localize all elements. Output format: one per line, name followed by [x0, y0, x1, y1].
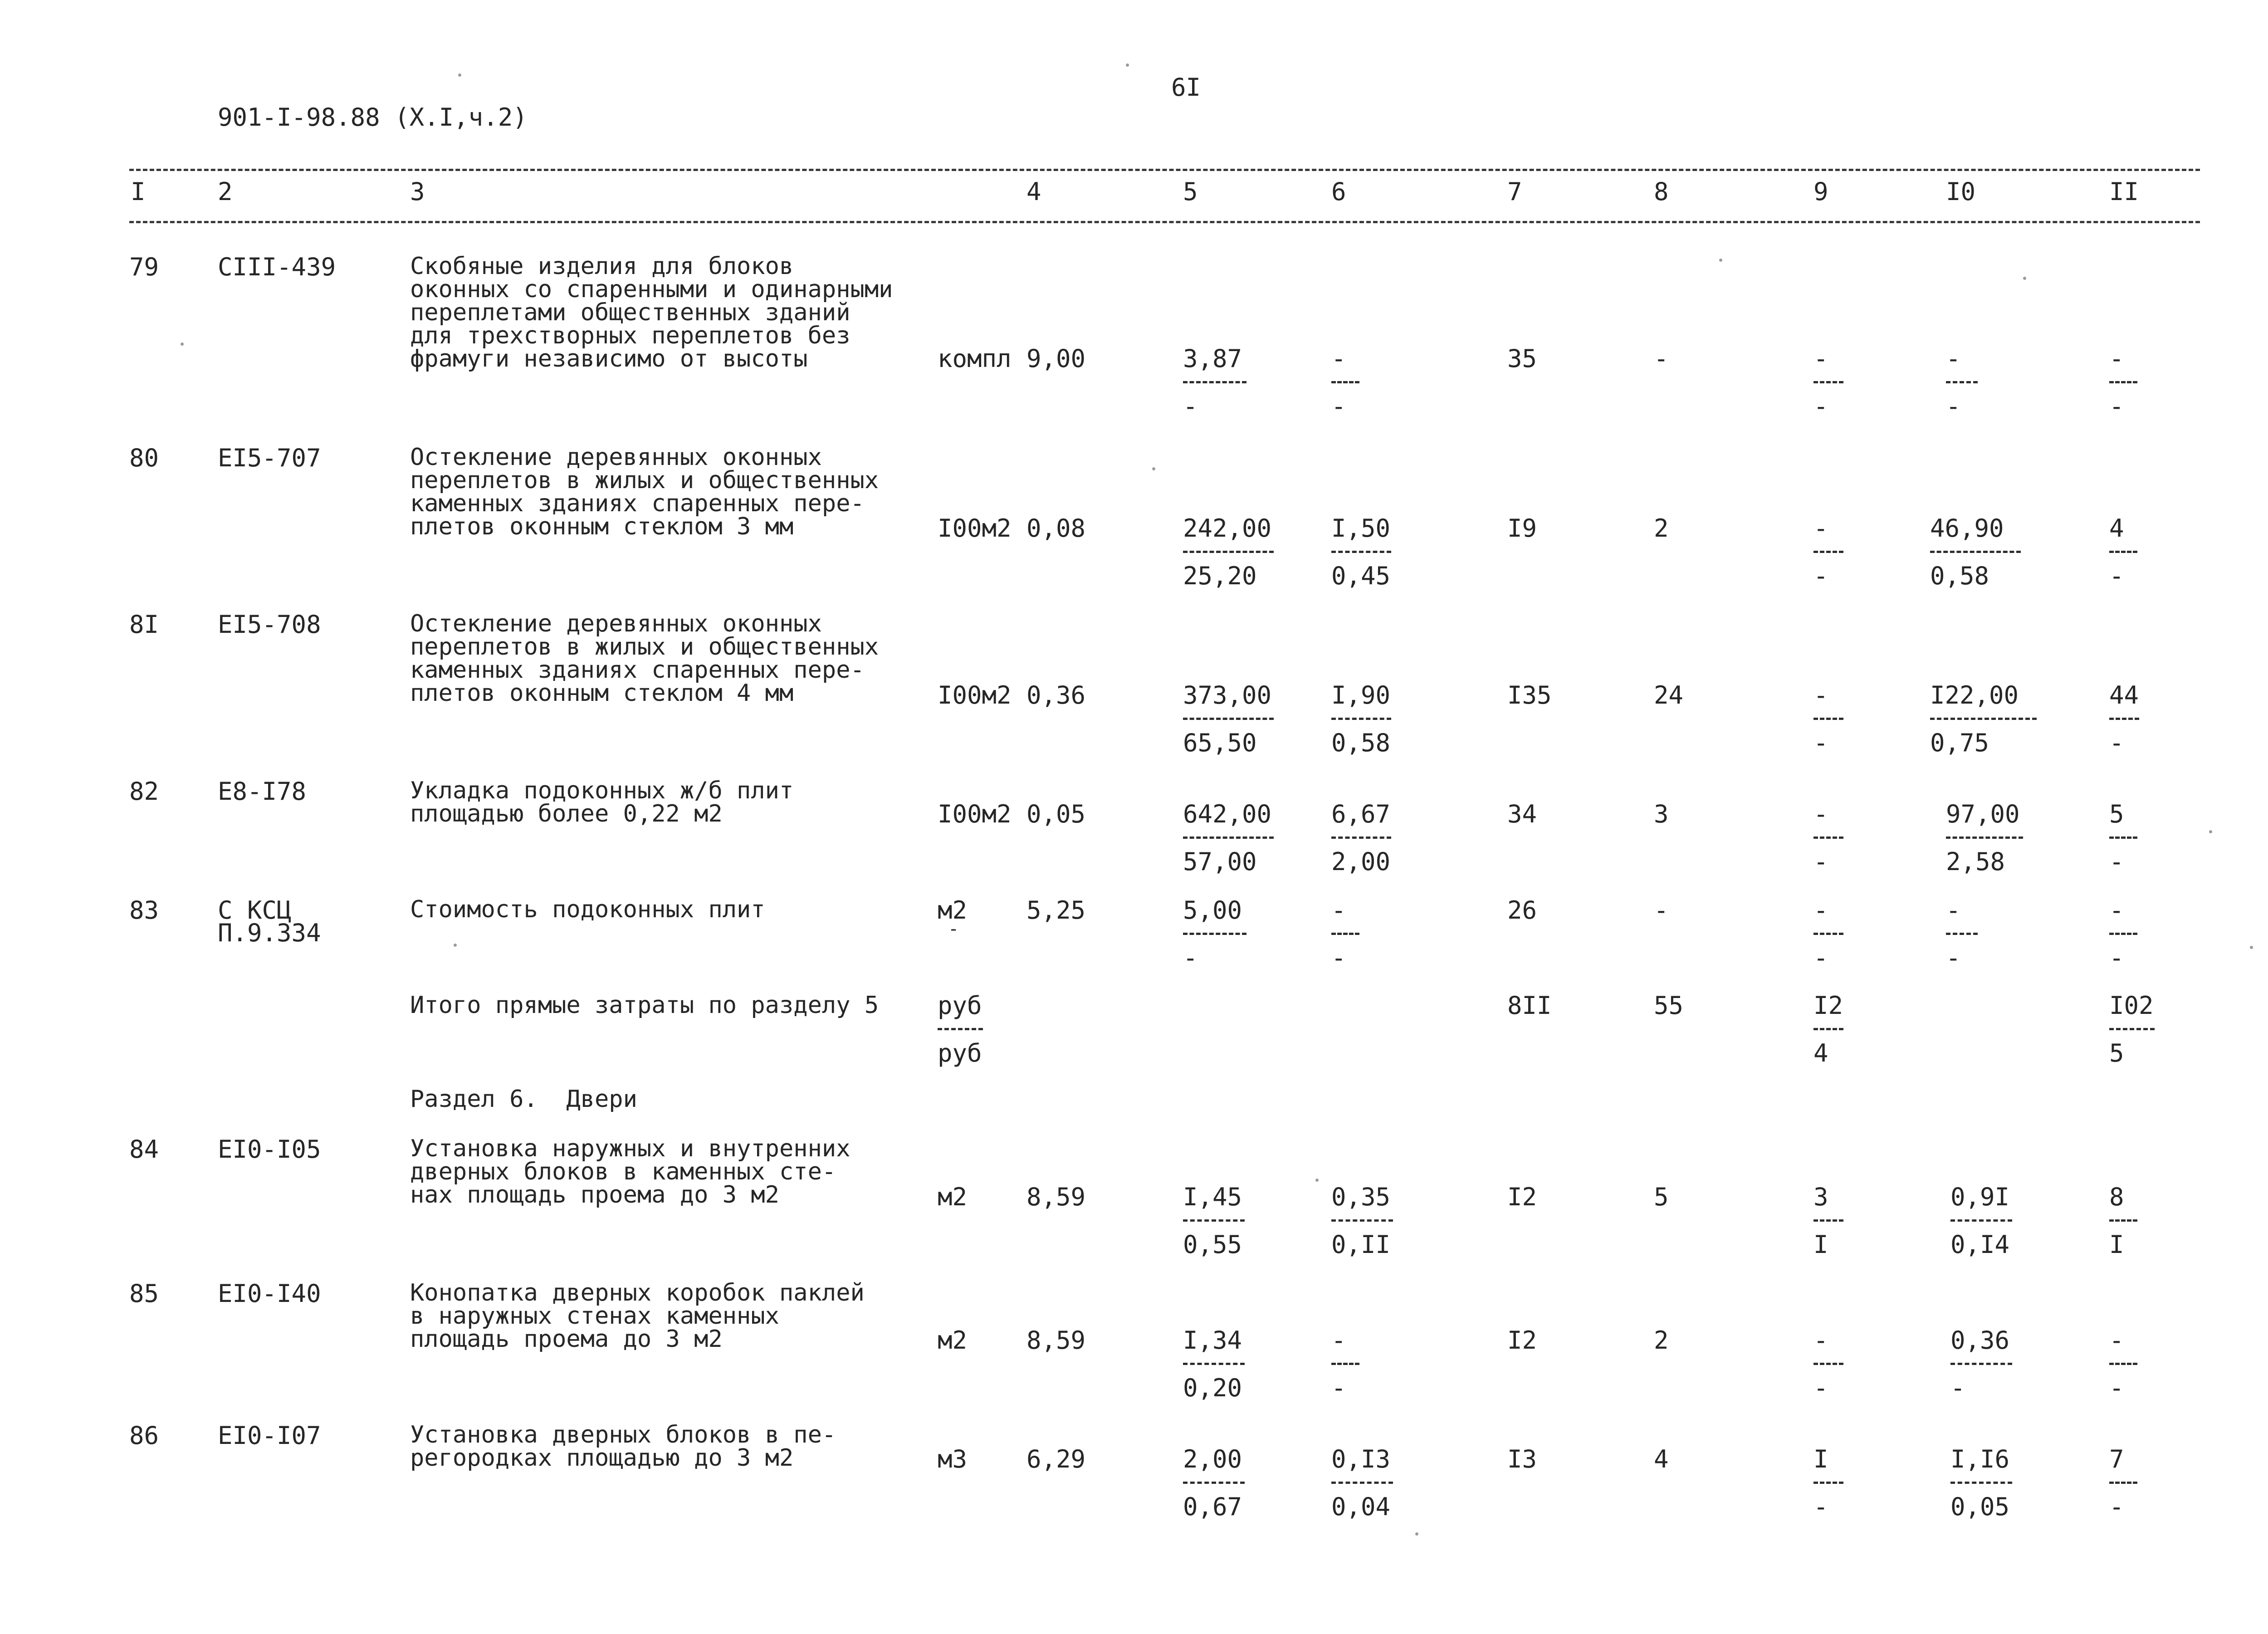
- unit-labor: - -: [1946, 347, 1978, 419]
- total-machine: I -: [1813, 1447, 1843, 1519]
- scan-speck: [454, 944, 457, 947]
- column-header-1: I: [131, 177, 146, 206]
- column-header-4: 4: [1026, 177, 1041, 206]
- scan-speck: [1126, 64, 1129, 67]
- scan-speck: [458, 73, 461, 77]
- price-code: CIII-439: [218, 253, 336, 281]
- unit: I00м2: [938, 800, 1012, 828]
- unit-wage: - -: [1331, 1328, 1359, 1400]
- unit: м3: [938, 1445, 968, 1473]
- row-number: 79: [129, 253, 159, 281]
- total-cost: 26: [1507, 896, 1537, 925]
- unit-labor: 46,90 0,58: [1930, 516, 2021, 588]
- total-wage: 4: [1654, 1445, 1669, 1473]
- quantity: 5,25: [1026, 896, 1086, 925]
- unit-wage: - -: [1331, 347, 1359, 419]
- price-code: E8-I78: [218, 777, 307, 806]
- work-description: Остекление деревянных оконных переплетов в жилых и общественных каменных зданиях спаренных пере- плетов оконным стеклом 3 мм: [410, 444, 879, 540]
- total-machine: - -: [1813, 683, 1843, 755]
- total-labor: - -: [2109, 898, 2137, 970]
- total-labor: 4 -: [2109, 516, 2137, 588]
- total-wage: -: [1654, 896, 1669, 925]
- quantity: 0,05: [1026, 800, 1086, 828]
- unit-cost: 3,87 -: [1183, 347, 1246, 419]
- scan-speck: [1152, 467, 1155, 470]
- unit-wage: - -: [1331, 898, 1359, 970]
- subtotal-unit: руб руб: [938, 993, 983, 1066]
- total-machine: - -: [1813, 1328, 1843, 1400]
- scan-speck: [1315, 1179, 1319, 1182]
- total-machine: - -: [1813, 347, 1843, 419]
- quantity: 8,59: [1026, 1326, 1086, 1355]
- total-cost: 35: [1507, 344, 1537, 373]
- unit-wage: 6,67 2,00: [1331, 800, 1391, 876]
- total-cost: I35: [1507, 681, 1552, 709]
- row-number: 80: [129, 444, 159, 472]
- column-header-10: I0: [1946, 177, 1976, 206]
- total-labor: 44 -: [2109, 681, 2139, 757]
- subtotal-machine: I2 4: [1813, 991, 1843, 1067]
- total-labor: - -: [2109, 347, 2137, 419]
- total-labor: 5 -: [2109, 802, 2137, 874]
- unit: I00м2: [938, 681, 1012, 709]
- scan-speck: [1415, 1532, 1418, 1536]
- column-header-2: 2: [218, 177, 233, 206]
- work-description: Остекление деревянных оконных переплетов в жилых и общественных каменных зданиях спаренных пере- плетов оконным стеклом 4 мм: [410, 610, 879, 707]
- total-machine: - -: [1813, 898, 1843, 970]
- total-wage: -: [1654, 344, 1669, 373]
- column-header-6: 6: [1331, 177, 1346, 206]
- total-machine: - -: [1813, 802, 1843, 874]
- header-rule-top: [129, 169, 2200, 171]
- row-number: 82: [129, 777, 159, 806]
- unit-labor: 0,36 -: [1950, 1328, 2012, 1400]
- work-description: Стоимость подоконных плит: [410, 896, 765, 923]
- work-description: Конопатка дверных коробок паклей в наружных стенах каменных площадь проема до 3 м2: [410, 1279, 865, 1353]
- unit-wage: I,90 0,58: [1331, 681, 1391, 757]
- price-code: EI5-708: [218, 610, 321, 639]
- price-code: EI0-I05: [218, 1135, 321, 1164]
- subtotal-labor: I02 5: [2109, 993, 2155, 1066]
- unit-labor: I,I6 0,05: [1950, 1447, 2012, 1519]
- column-header-5: 5: [1183, 177, 1198, 206]
- document-code: 901-I-98.88 (X.I,ч.2): [218, 103, 528, 132]
- unit: I00м2: [938, 514, 1012, 543]
- price-code: С КСЦ: [218, 896, 292, 925]
- total-wage: 3: [1654, 800, 1669, 828]
- total-wage: 2: [1654, 514, 1669, 543]
- work-description: Скобяные изделия для блоков оконных со спаренными и одинарными переплетами общественных зданий для трехстворных переплетов без фрамуги независимо от высоты: [410, 253, 893, 372]
- scan-speck: [1719, 259, 1722, 262]
- scan-speck: [2209, 830, 2212, 833]
- section-heading: Раздел 6. Двери: [410, 1086, 637, 1113]
- total-machine: - -: [1813, 516, 1843, 588]
- subtotal-label: Итого прямые затраты по разделу 5: [410, 992, 879, 1019]
- unit-labor: 0,9I 0,I4: [1950, 1185, 2012, 1257]
- total-labor: - -: [2109, 1328, 2137, 1400]
- row-number: 86: [129, 1421, 159, 1450]
- unit-labor: - -: [1946, 898, 1978, 970]
- quantity: 8,59: [1026, 1183, 1086, 1211]
- unit-cost: I,45 0,55: [1183, 1185, 1245, 1257]
- header-rule-bottom: [129, 221, 2200, 223]
- total-cost: I2: [1507, 1326, 1537, 1355]
- unit-wage: I,50 0,45: [1331, 514, 1391, 590]
- subtotal-total-wage: 55: [1654, 991, 1684, 1020]
- price-code-line-2: П.9.334: [218, 919, 321, 947]
- column-header-8: 8: [1654, 177, 1669, 206]
- scan-speck: [2023, 277, 2026, 280]
- column-header-11: II: [2109, 177, 2139, 206]
- scan-speck: [2250, 946, 2253, 949]
- unit-cost: 242,00 25,20: [1183, 516, 1274, 588]
- total-wage: 2: [1654, 1326, 1669, 1355]
- page-number: 6I: [1171, 73, 1201, 102]
- total-cost: I9: [1507, 514, 1537, 543]
- column-header-3: 3: [410, 177, 425, 206]
- quantity: 0,36: [1026, 681, 1086, 709]
- unit-labor: I22,00 0,75: [1930, 683, 2037, 755]
- price-code: EI0-I07: [218, 1421, 321, 1450]
- column-header-7: 7: [1507, 177, 1522, 206]
- total-cost: I3: [1507, 1445, 1537, 1473]
- quantity: 6,29: [1026, 1445, 1086, 1473]
- total-labor: 8 I: [2109, 1185, 2137, 1257]
- unit: м2: [938, 1326, 968, 1355]
- unit-cost: I,34 0,20: [1183, 1328, 1245, 1400]
- unit: м2: [938, 1183, 968, 1211]
- row-number: 83: [129, 896, 159, 925]
- scan-speck: [181, 342, 184, 346]
- unit: м2: [938, 896, 968, 925]
- unit-labor: 97,00 2,58: [1946, 802, 2023, 874]
- total-cost: I2: [1507, 1183, 1537, 1211]
- row-number: 85: [129, 1279, 159, 1308]
- work-description: Укладка подоконных ж/б плит площадью более 0,22 м2: [410, 777, 794, 827]
- unit-wage: 0,I3 0,04: [1331, 1447, 1393, 1519]
- unit-cost: 642,00 57,00: [1183, 802, 1274, 874]
- unit-cost: 373,00 65,50: [1183, 683, 1274, 755]
- unit-lower-dash: -: [948, 919, 959, 939]
- total-machine: 3 I: [1813, 1185, 1843, 1257]
- total-labor: 7 -: [2109, 1447, 2137, 1519]
- price-code: EI0-I40: [218, 1279, 321, 1308]
- quantity: 9,00: [1026, 344, 1086, 373]
- price-code: EI5-707: [218, 444, 321, 472]
- work-description: Установка наружных и внутренних дверных блоков в каменных сте- нах площадь проема до 3 м2: [410, 1135, 850, 1208]
- quantity: 0,08: [1026, 514, 1086, 543]
- unit-cost: 2,00 0,67: [1183, 1447, 1245, 1519]
- total-cost: 34: [1507, 800, 1537, 828]
- unit: компл: [938, 344, 1012, 373]
- subtotal-total-cost: 8II: [1507, 991, 1552, 1020]
- row-number: 8I: [129, 610, 159, 639]
- unit-wage: 0,35 0,II: [1331, 1185, 1393, 1257]
- unit-cost: 5,00 -: [1183, 898, 1246, 970]
- column-header-9: 9: [1813, 177, 1828, 206]
- work-description: Установка дверных блоков в пе- регородках площадью до 3 м2: [410, 1421, 836, 1472]
- row-number: 84: [129, 1135, 159, 1164]
- total-wage: 24: [1654, 681, 1684, 709]
- total-wage: 5: [1654, 1183, 1669, 1211]
